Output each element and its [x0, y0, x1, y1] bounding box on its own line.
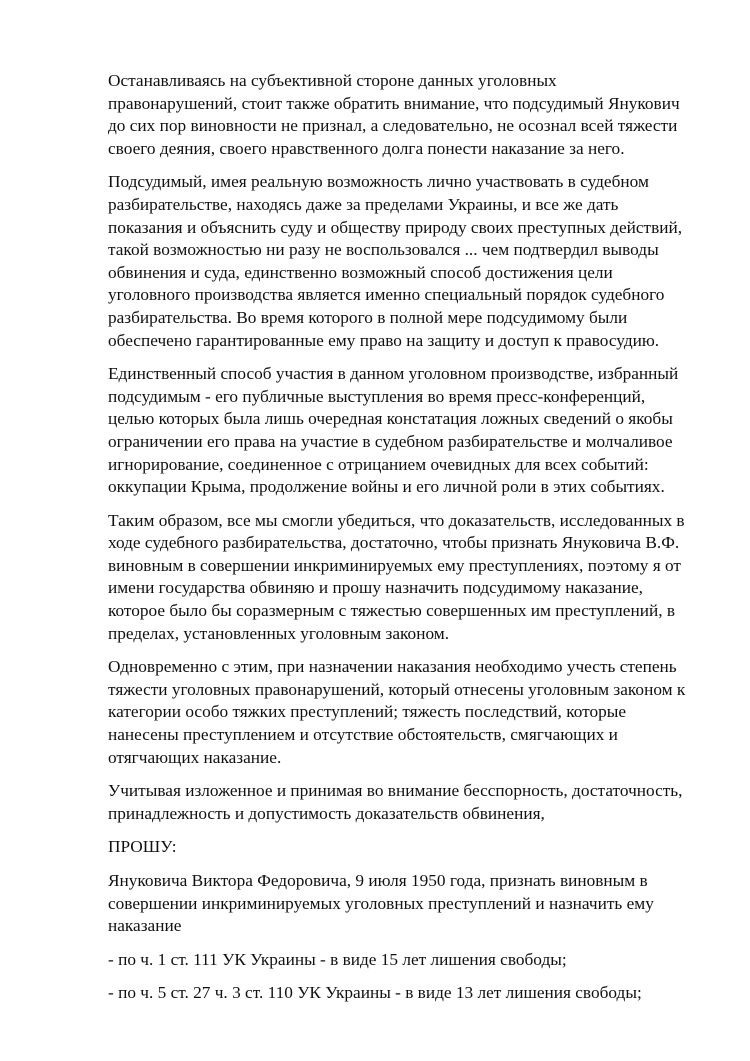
- sentence-item-1: - по ч. 1 ст. 111 УК Украины - в виде 15 лет лишения свободы;: [108, 949, 567, 969]
- paragraph-defendant-opportunity: Подсудимый, имея реальную возможность лично участвовать в судебном разбирательстве, находясь даже за пределами Украины, и все же дать показания и объяснить суду и обществу природу своих преступных действий, такой возможностью ни разу не воспользовался ... чем подтвердил выводы обвинения и суда, единственно возможный способ достижения цели уголовного производства является именно специальный порядок судебного разбирательства. Во время которого в полной мере подсудимому были обеспечено гарантированные ему право на защиту и доступ к правосудию.: [108, 172, 683, 350]
- paragraph-participation-method: Единственный способ участия в данном уголовном производстве, избранный подсудимым - его публичные выступления во время пресс-конференций, целью которых была лишь очередная констатация ложных сведений о якобы ограничении его права на участие в судебном разбирательстве и молчаливое игнорирование, соединенное с отрицанием очевидных для всех событий: оккупации Крыма, продолжение войны и его личной роли в этих событиях.: [108, 364, 679, 497]
- paragraph-verdict-request: Януковича Виктора Федоровича, 9 июля 1950 года, признать виновным в совершении инкриминируемых уголовных преступлений и назначить ему наказание: [108, 871, 654, 936]
- paragraph-considering: Учитывая изложенное и принимая во внимание бесспорность, достаточность, принадлежность и допустимость доказательств обвинения,: [108, 781, 683, 823]
- paragraph-subjective-side: Останавливаясь на субъективной стороне данных уголовных правонарушений, стоит также обратить внимание, что подсудимый Янукович до сих пор виновности не признал, а следовательно, не осознал всей тяжести своего деяния, своего нравственного долга понести наказание за него.: [108, 71, 680, 158]
- paragraph-conclusion: Таким образом, все мы смогли убедиться, что доказательств, исследованных в ходе судебного разбирательства, достаточно, чтобы признать Януковича В.Ф. виновным в совершении инкриминируемых ему преступлениях, поэтому я от имени государства обвиняю и прошу назначить подсудимому наказание, которое было бы соразмерным с тяжестью совершенных им преступлений, в пределах, установленных уголовным законом.: [108, 510, 685, 643]
- sentence-item-2: - по ч. 5 ст. 27 ч. 3 ст. 110 УК Украины - в виде 13 лет лишения свободы;: [108, 983, 642, 1003]
- document-page: [108, 70, 708, 1016]
- paragraph-severity: Одновременно с этим, при назначении наказания необходимо учесть степень тяжести уголовных правонарушений, который отнесены уголовным законом к категории особо тяжких преступлений; тяжесть последствий, которые нанесены преступлением и отсутствие обстоятельств, смягчающих и отягчающих наказание.: [108, 657, 686, 767]
- request-heading: ПРОШУ:: [108, 837, 177, 857]
